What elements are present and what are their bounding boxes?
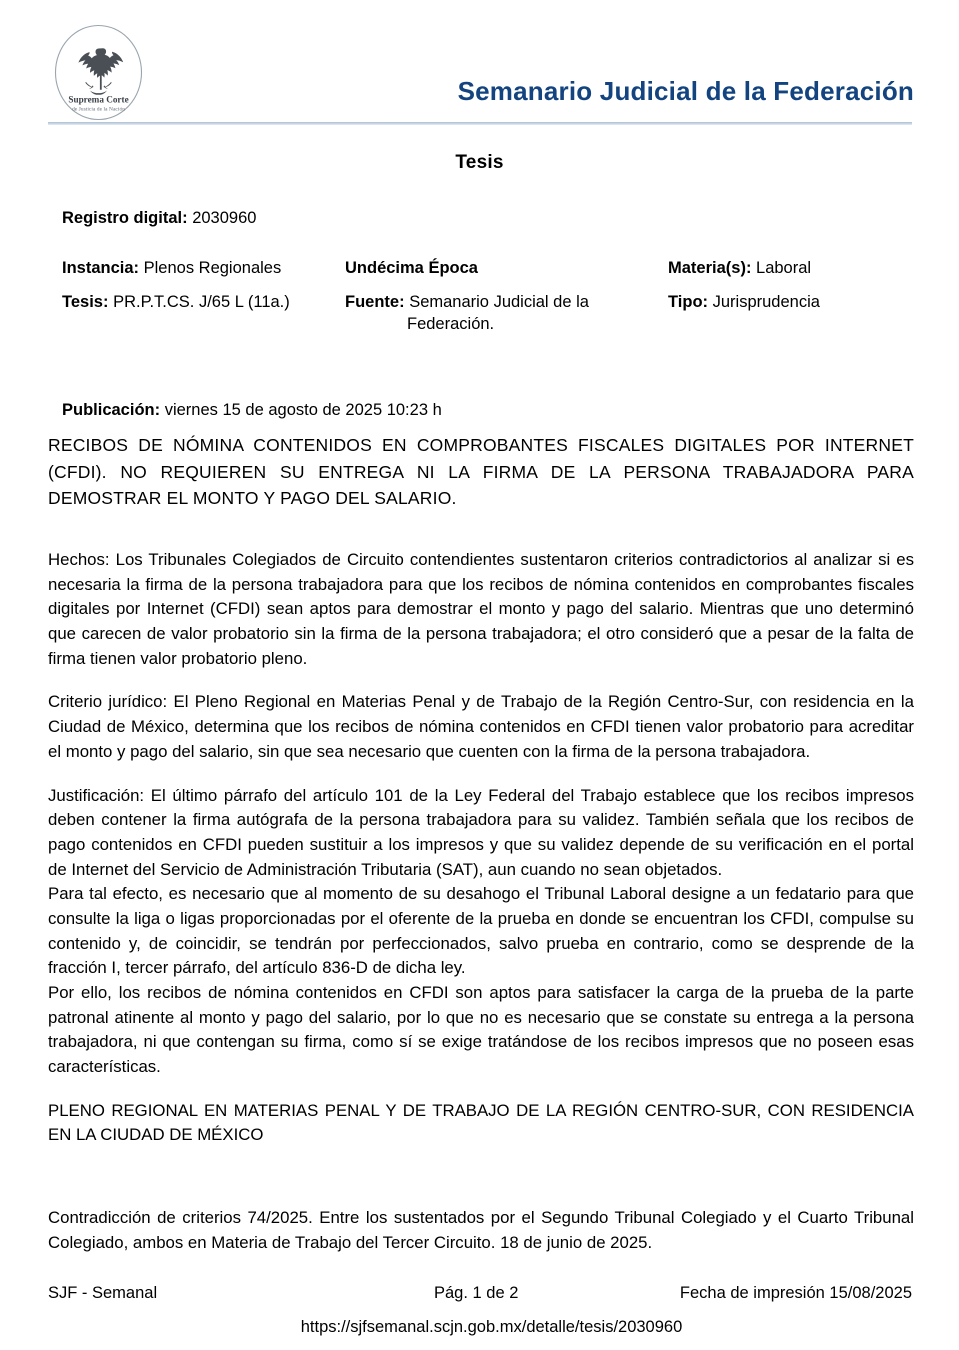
fuente-label: Fuente: — [345, 293, 405, 311]
metadata-grid — [62, 258, 922, 419]
tesis-value: PR.P.T.CS. J/65 L (11a.) — [113, 293, 290, 311]
footer-source-label: SJF - Semanal — [48, 1284, 158, 1302]
thesis-body — [48, 548, 914, 1148]
materias-label: Materia(s): — [668, 259, 752, 277]
registro-value: 2030960 — [192, 209, 257, 227]
issuing-body: PLENO REGIONAL EN MATERIAS PENAL Y DE TRABAJO DE LA REGIÓN CENTRO-SUR, CON RESIDENCIA EN LA CIUDAD DE MÉXICO — [48, 1100, 914, 1145]
registro-label: Registro digital: — [62, 209, 188, 227]
tesis-label: Tesis: — [62, 293, 109, 311]
svg-text:Suprema Corte: Suprema Corte — [68, 94, 129, 105]
paragraph-criterio-juridico: Criterio jurídico: El Pleno Regional en Materias Penal y de Trabajo de la Región Centro-Sur, con residencia en la Ciudad de México, determina que los recibos de nómina contenidos en CFDI tienen valor probatorio para acreditar el monto y pago del salario, sin que sea necesario que cuenten con la firma de la persona trabajadora. — [48, 692, 914, 761]
tipo-label: Tipo: — [668, 293, 709, 311]
fuente-value-continuation: Federación. — [407, 314, 495, 333]
publicacion-label: Publicación: — [62, 401, 161, 419]
supreme-court-seal-icon — [48, 22, 149, 123]
thesis-metadata — [62, 208, 922, 419]
materias-value: Laboral — [756, 259, 812, 277]
epoca-value: Undécima Época — [345, 259, 478, 277]
metadata-tesis — [62, 292, 290, 314]
precedent-contradiccion: Contradicción de criterios 74/2025. Entre los sustentados por el Segundo Tribunal Colegiado y el Cuarto Tribunal Colegiado, ambos en Materia de Trabajo del Tercer Circuito. 18 de junio de 2025. — [48, 1208, 914, 1252]
header-divider — [48, 122, 912, 125]
tipo-value: Jurisprudencia — [712, 293, 820, 311]
metadata-materias — [668, 258, 811, 280]
paragraph-justificacion-3: Por ello, los recibos de nómina contenidos en CFDI son aptos para satisfacer la carga de la prueba de la parte patronal atinente al monto y pago del salario, por lo que no es necesario que se constate su entrega a la persona trabajadora, ni que contengan su firma, como sí se exige tratándose de los recibos impresos que no poseen esas características. — [48, 983, 914, 1077]
publicacion-value: viernes 15 de agosto de 2025 10:23 h — [164, 401, 442, 419]
metadata-publicacion — [62, 400, 442, 422]
footer-url: https://sjfsemanal.scjn.gob.mx/detalle/tesis/2030960 — [300, 1318, 683, 1336]
document-header — [0, 0, 959, 128]
paragraph-hechos: Hechos: Los Tribunales Colegiados de Circuito contendientes sustentaron criterios contradictorios al analizar si es necesaria la firma de la persona trabajadora para que los recibos de nómina contenidos en comprobantes fiscales digitales por Internet (CFDI) sean aptos para demostrar el monto y pago del salario. Mientras que uno determinó que carecen de valor probatorio sin la firma de la persona trabajadora; el otro consideró que a pesar de la falta de firma tienen valor probatorio pleno. — [48, 550, 914, 668]
paragraph-justificacion-2: Para tal efecto, es necesario que al momento de su desahogo el Tribunal Laboral designe a un fedatario para que consulte la liga o ligas proporcionadas por el oferente de la prueba en donde se encuentran los CFDI, compulse su contenido y, de coincidir, se tendrán por perfeccionados, salvo prueba en contrario, como se desprende de la fracción I, tercer párrafo, del artículo 836-D de dicha ley. — [48, 884, 914, 978]
metadata-epoca — [345, 258, 478, 280]
metadata-instancia — [62, 258, 281, 280]
document-footer — [0, 1284, 959, 1350]
instancia-value: Plenos Regionales — [143, 259, 282, 277]
instancia-label: Instancia: — [62, 259, 140, 277]
svg-text:de Justicia de la Nación: de Justicia de la Nación — [71, 106, 126, 113]
footer-row — [0, 1284, 959, 1310]
footer-page-number: Pág. 1 de 2 — [434, 1284, 519, 1302]
thesis-rubro: RECIBOS DE NÓMINA CONTENIDOS EN COMPROBANTES FISCALES DIGITALES POR INTERNET (CFDI). NO REQUIEREN SU ENTREGA NI LA FIRMA DE LA PERSONA TRABAJADORA PARA DEMOSTRAR EL MONTO Y PAGO DEL SALARIO. — [48, 435, 914, 509]
paragraph-justificacion-1: Justificación: El último párrafo del artículo 101 de la Ley Federal del Trabajo establece que los recibos impresos deben contener la firma autógrafa de la persona trabajadora para su validez. También señala que los recibos de pago contenidos en CFDI pueden sustituir a los impresos y que su validez depende de su verificación en el portal de Internet del Servicio de Administración Tributaria (SAT), aun cuando no sean objetados. — [48, 785, 914, 879]
metadata-registro-digital — [62, 208, 922, 230]
publication-title: Semanario Judicial de la Federación — [457, 76, 914, 106]
metadata-fuente — [345, 292, 589, 336]
document-type-heading: Tesis — [455, 152, 504, 173]
footer-print-date: Fecha de impresión 15/08/2025 — [679, 1284, 912, 1302]
metadata-tipo — [668, 292, 820, 314]
fuente-value: Semanario Judicial de la — [409, 293, 589, 311]
